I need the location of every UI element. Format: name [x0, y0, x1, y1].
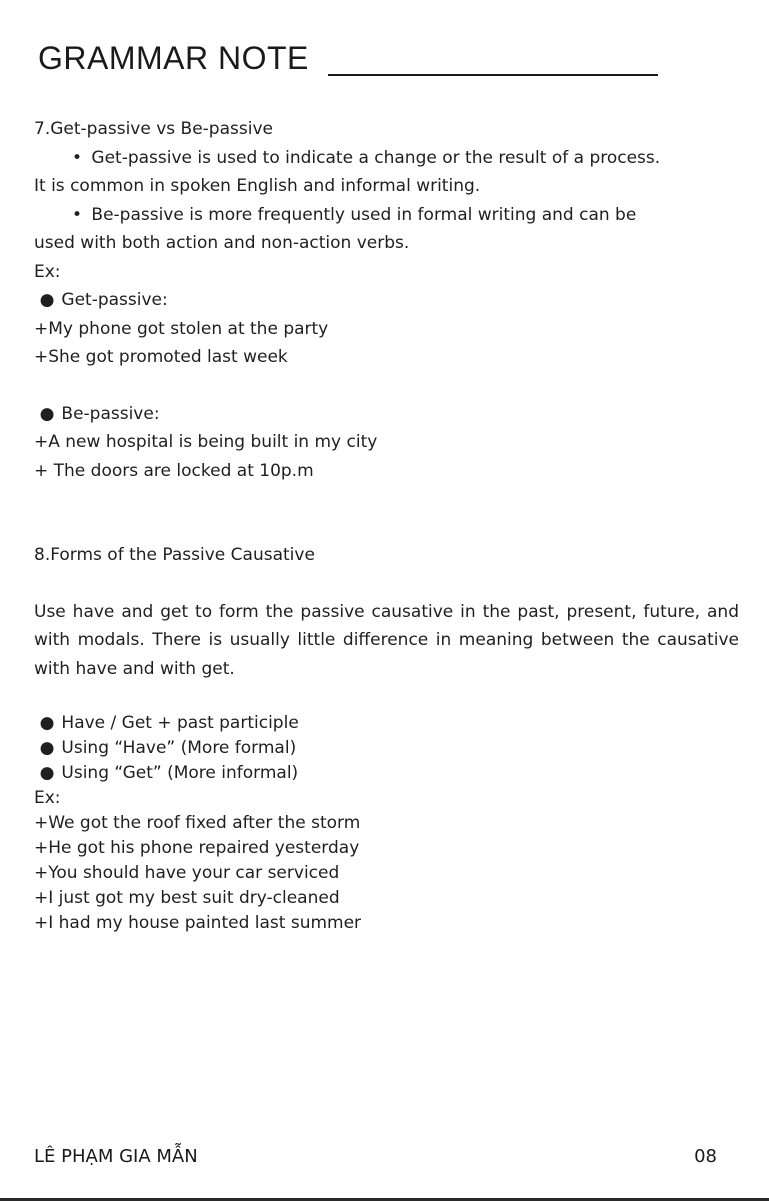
section7-ex-label: Ex:: [34, 261, 61, 282]
section8-heading: 8.Forms of the Passive Causative: [34, 545, 315, 565]
section7-bullet-2-cont: used with both action and non-action verbs.: [34, 233, 410, 253]
author-name: LÊ PHẠM GIA MẪN: [34, 1146, 198, 1167]
example-line: +You should have your car serviced: [34, 863, 340, 883]
causative-bullet: [34, 711, 739, 736]
section7-bullet-1: [34, 144, 739, 173]
round-bullet-icon: ●: [39, 763, 55, 783]
section8-paragraph: Use have and get to form the passive causative in the past, present, future, and with modals. There is usually little difference in meaning between the causative with have and with get.: [34, 601, 739, 679]
page-number: 08: [694, 1146, 717, 1167]
round-bullet-icon: ●: [39, 403, 55, 424]
round-bullet-icon: ●: [39, 713, 55, 733]
round-bullet-icon: ●: [39, 290, 55, 310]
get-passive-label: [34, 286, 739, 315]
section7-bullet-2-text: Be-passive is more frequently used in formal writing and can be: [91, 204, 637, 225]
example-line: + The doors are locked at 10p.m: [34, 460, 314, 481]
causative-bullet-text: Using “Get” (More informal): [61, 763, 299, 783]
page-content: [34, 115, 739, 936]
get-passive-label-text: Get-passive:: [61, 290, 168, 310]
causative-bullet: [34, 736, 739, 761]
causative-bullet-text: Using “Have” (More formal): [61, 738, 297, 758]
page-header: [38, 38, 658, 78]
example-line: +She got promoted last week: [34, 347, 288, 367]
title-underline: [328, 74, 658, 76]
small-bullet-icon: •: [71, 147, 83, 168]
section7-bullet-1-text: Get-passive is used to indicate a change or the result of a process.: [91, 147, 661, 168]
example-line: +He got his phone repaired yesterday: [34, 838, 360, 858]
section7-bullet-2: [34, 201, 739, 230]
example-line: +I just got my best suit dry-cleaned: [34, 888, 340, 908]
example-line: +A new hospital is being built in my city: [34, 432, 378, 452]
example-line: +My phone got stolen at the party: [34, 318, 329, 339]
section7-bullet-1-cont: It is common in spoken English and informal writing.: [34, 176, 481, 196]
round-bullet-icon: ●: [39, 738, 55, 758]
example-line: +We got the roof fixed after the storm: [34, 813, 361, 833]
causative-bullet: [34, 761, 739, 786]
page-title: GRAMMAR NOTE: [38, 40, 309, 76]
section8-ex-label: Ex:: [34, 788, 61, 808]
be-passive-label: [34, 400, 739, 429]
be-passive-label-text: Be-passive:: [61, 403, 160, 424]
example-line: +I had my house painted last summer: [34, 913, 362, 933]
small-bullet-icon: •: [71, 204, 83, 225]
causative-bullet-text: Have / Get + past participle: [61, 713, 299, 733]
section7-heading: 7.Get-passive vs Be-passive: [34, 119, 273, 139]
